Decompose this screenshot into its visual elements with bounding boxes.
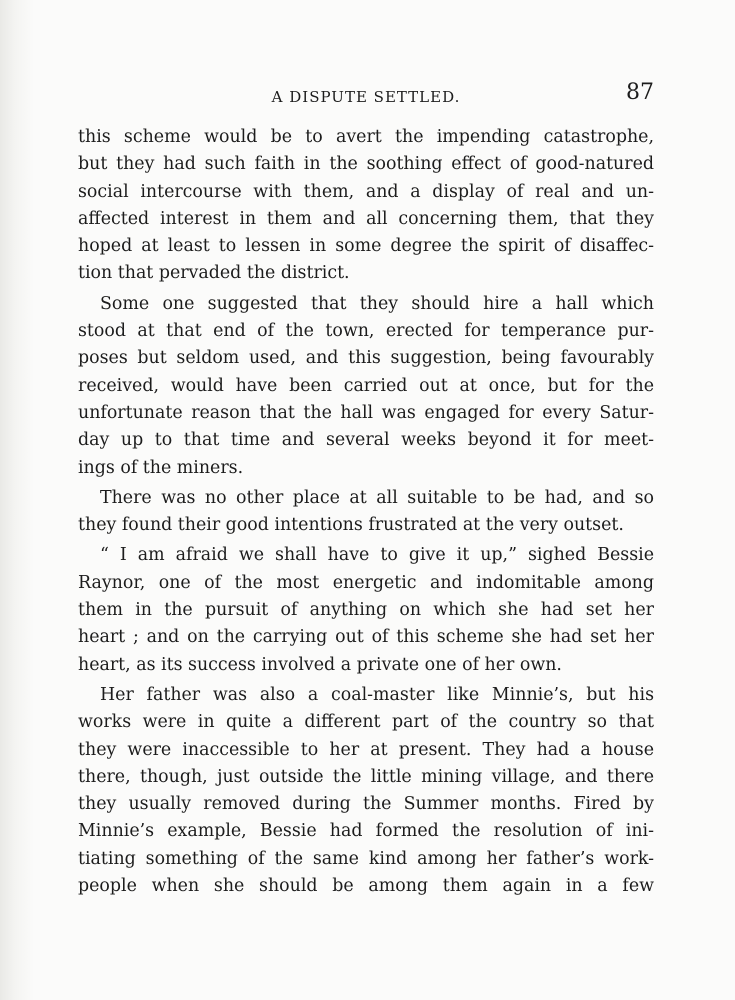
text-line: tiating something of the same kind among her father’s work- <box>78 848 654 869</box>
paragraph-2 <box>78 291 654 482</box>
text-line: Minnie’s example, Bessie had formed the resolution of ini- <box>78 821 654 842</box>
paragraph-5 <box>78 682 654 900</box>
text-line: them in the pursuit of anything on which she had set her <box>78 600 654 621</box>
text-line: unfortunate reason that the hall was engaged for every Satur- <box>78 402 654 423</box>
paragraph-1 <box>78 124 654 288</box>
text-line: hoped at least to lessen in some degree the spirit of disaffec- <box>78 236 654 257</box>
text-line: Some one suggested that they should hire a hall which <box>100 293 654 314</box>
paragraph-4 <box>78 542 654 678</box>
text-line: poses but seldom used, and this suggestion, being favourably <box>78 348 654 369</box>
text-line: affected interest in them and all concerning them, that they <box>78 208 654 229</box>
text-line: day up to that time and several weeks beyond it for meet- <box>78 430 654 451</box>
page-number: 87 <box>626 80 654 105</box>
text-line: there, though, just outside the little mining village, and there <box>78 766 654 787</box>
text-line: they were inaccessible to her at present. They had a house <box>78 739 654 760</box>
text-line: this scheme would be to avert the impending catastrophe, <box>78 127 654 147</box>
text-line: people when she should be among them again in a few <box>78 876 654 897</box>
text-line: social intercourse with them, and a display of real and un- <box>78 181 654 202</box>
text-line: works were in quite a different part of the country so that <box>78 712 654 733</box>
text-line: received, would have been carried out at once, but for the <box>78 375 654 396</box>
text-line: “ I am afraid we shall have to give it up,” sighed Bessie <box>100 545 654 566</box>
text-line: but they had such faith in the soothing effect of good-natured <box>78 154 654 175</box>
text-line: they found their good intentions frustrated at the very outset. <box>78 515 624 536</box>
page-header <box>78 80 654 120</box>
paragraph-3 <box>78 485 654 540</box>
body-text <box>78 124 654 903</box>
text-line: ings of the miners. <box>78 457 244 478</box>
text-line: heart ; and on the carrying out of this scheme she had set her <box>78 627 654 648</box>
text-line: Her father was also a coal-master like Minnie’s, but his <box>100 684 654 705</box>
running-title: A DISPUTE SETTLED. <box>271 88 461 106</box>
text-line: tion that pervaded the district. <box>78 263 350 284</box>
page-edge-shadow <box>0 0 34 1000</box>
text-line: stood at that end of the town, erected for temperance pur- <box>78 321 654 342</box>
text-line: heart, as its success involved a private one of her own. <box>78 654 562 675</box>
text-line: they usually removed during the Summer months. Fired by <box>78 794 654 815</box>
text-line: Raynor, one of the most energetic and indomitable among <box>78 572 654 593</box>
text-line: There was no other place at all suitable to be had, and so <box>100 487 654 508</box>
